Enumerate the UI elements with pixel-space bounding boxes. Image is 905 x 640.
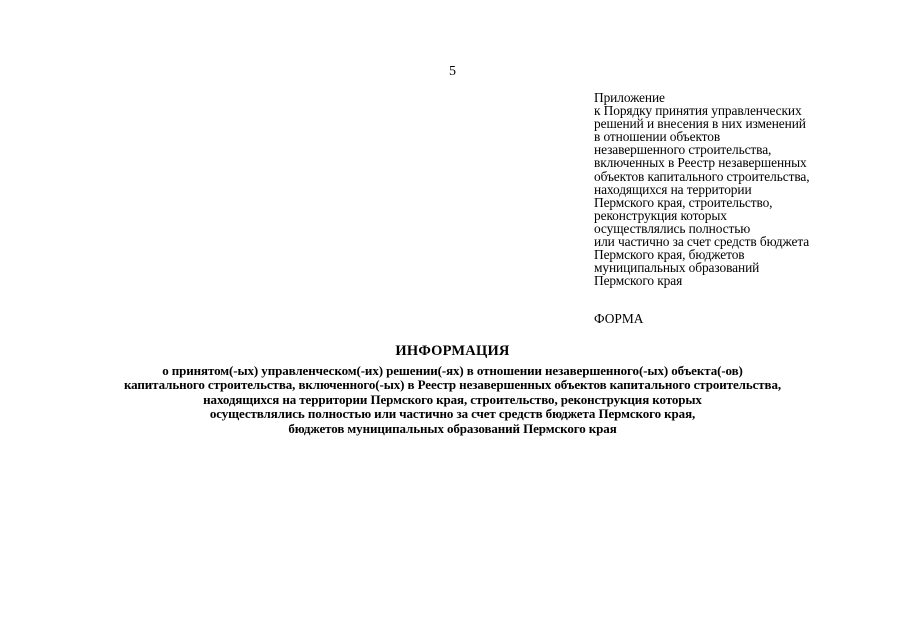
appendix-line: муниципальных образований: [594, 260, 760, 276]
appendix-line: Пермского края, строительство,: [594, 194, 773, 210]
appendix-line: включенных в Реестр незавершенных: [594, 155, 807, 171]
document-title: ИНФОРМАЦИЯ: [395, 343, 510, 359]
document-subtitle: [40, 364, 865, 436]
subtitle-line: находящихся на территории Пермского края, строительство, реконструкция которых: [203, 391, 702, 407]
appendix-line: Пермского края: [594, 273, 683, 289]
appendix-line: осуществлялись полностью: [594, 220, 751, 236]
appendix-block: [594, 91, 884, 287]
page-number: 5: [449, 64, 456, 79]
appendix-line: незавершенного строительства,: [594, 142, 772, 158]
subtitle-line: о принятом(-ых) управленческом(-их) решении(-ях) в отношении незавершенного(-ых) объекта(-ов): [162, 363, 743, 378]
appendix-line: или частично за счет средств бюджета: [594, 234, 810, 250]
appendix-line: реконструкция которых: [594, 207, 727, 223]
appendix-line: объектов капитального строительства,: [594, 168, 810, 184]
subtitle-line: бюджетов муниципальных образований Пермского края: [288, 420, 617, 436]
appendix-line: к Порядку принятия управленческих: [594, 103, 802, 119]
appendix-line: решений и внесения в них изменений: [594, 116, 806, 132]
subtitle-line: капитального строительства, включенного(-ых) в Реестр незавершенных объектов капитального строительства,: [123, 377, 782, 393]
appendix-line: Приложение: [594, 90, 665, 105]
appendix-line: находящихся на территории: [594, 181, 752, 197]
appendix-line: в отношении объектов: [594, 129, 721, 145]
form-label: ФОРМА: [594, 311, 644, 326]
subtitle-line: осуществлялись полностью или частично за счет средств бюджета Пермского края,: [209, 406, 696, 422]
appendix-line: Пермского края, бюджетов: [594, 247, 745, 263]
